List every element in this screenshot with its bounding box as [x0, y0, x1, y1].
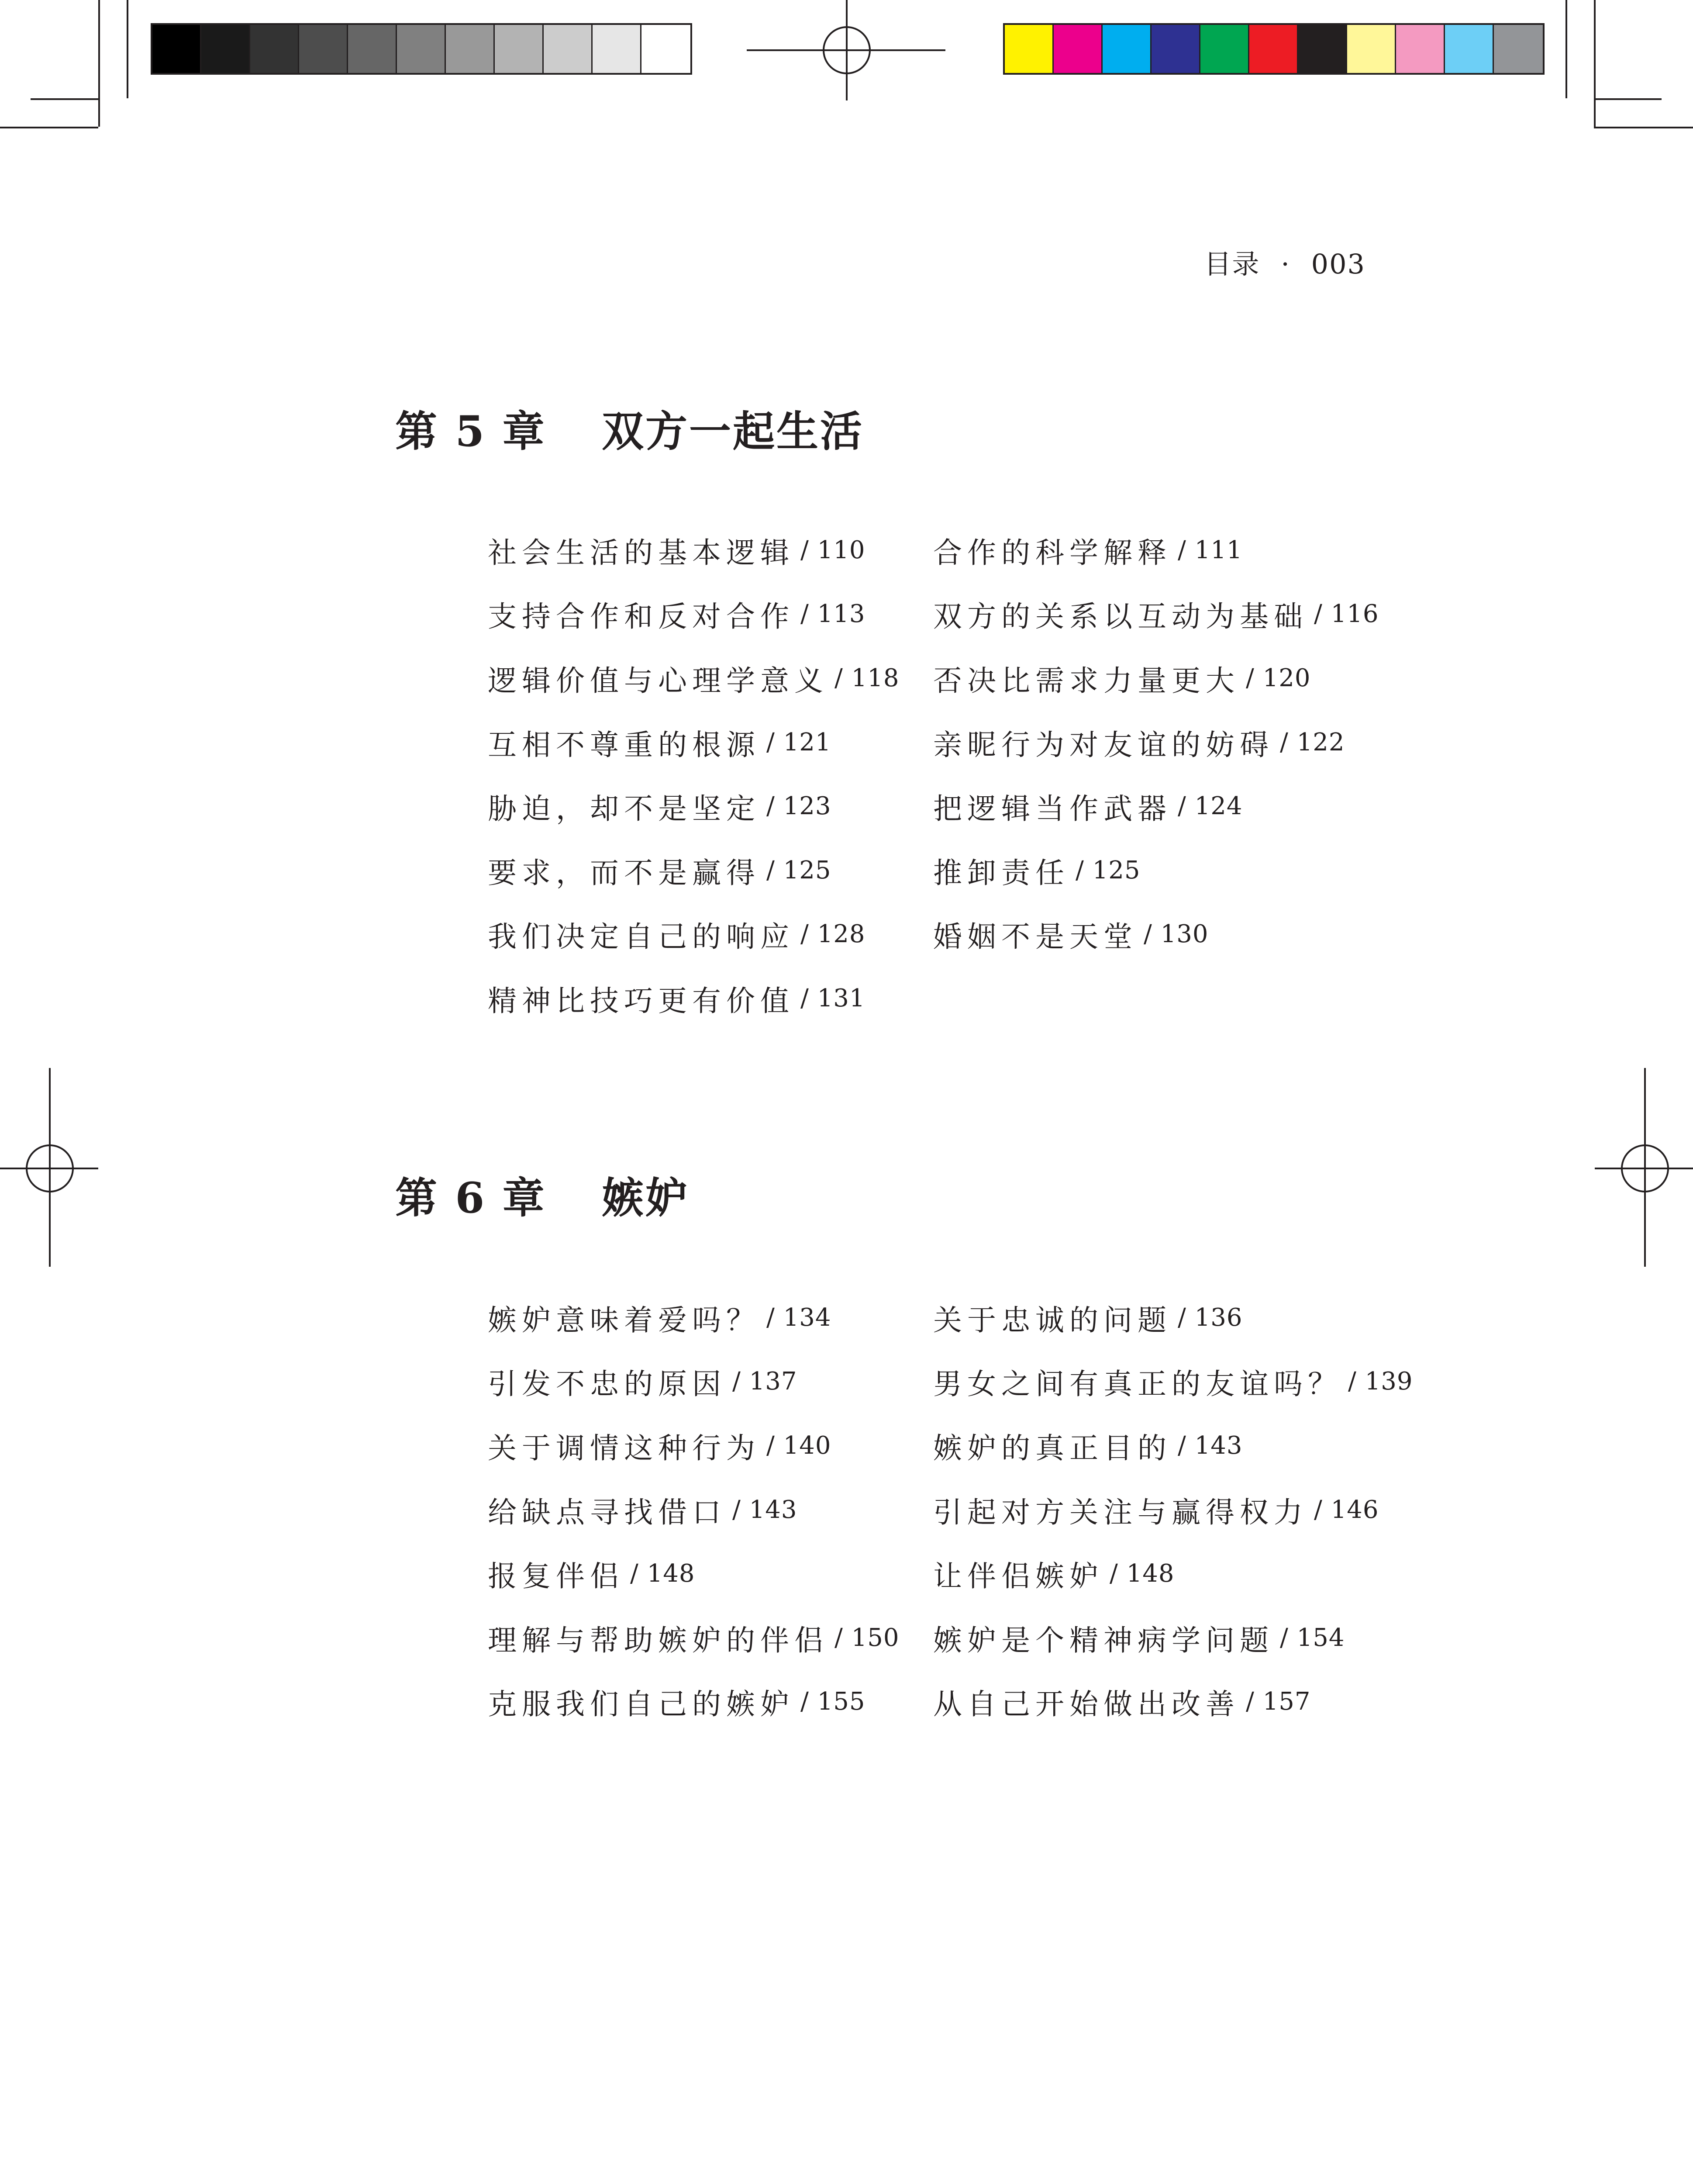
toc-entry: [488, 646, 933, 710]
toc-entry: [488, 710, 933, 774]
chapter-heading: [395, 398, 864, 458]
toc-entry-page: / 123: [766, 792, 831, 821]
toc-entry-page: / 136: [1178, 1303, 1243, 1332]
crop-mark: [0, 127, 98, 128]
toc-entry: [933, 1478, 1427, 1542]
toc-entry: [488, 518, 933, 582]
chapter-heading: [395, 1165, 689, 1225]
running-header: [1204, 242, 1365, 281]
crop-mark: [98, 0, 100, 127]
toc-entry-page: / 111: [1178, 536, 1243, 564]
process-color-bar: [1003, 23, 1545, 75]
process-swatch: [1005, 25, 1054, 73]
registration-circle: [823, 26, 871, 74]
toc-entry-title: 引起对方关注与赢得权力: [933, 1495, 1308, 1529]
toc-entry-title: 推卸责任: [933, 856, 1069, 890]
toc-entry-title: 克服我们自己的嫉妒: [488, 1687, 794, 1721]
registration-circle: [1621, 1144, 1669, 1192]
process-swatch: [1103, 25, 1152, 73]
toc-entry-title: 双方的关系以互动为基础: [933, 600, 1308, 634]
grayscale-swatch: [201, 25, 250, 73]
toc-entry: [488, 582, 933, 646]
toc-entry: [933, 1350, 1427, 1414]
toc-entry-title: 逻辑价值与心理学意义: [488, 663, 828, 698]
process-swatch: [1445, 25, 1494, 73]
toc-entry-title: 社会生活的基本逻辑: [488, 536, 794, 570]
chapter-title: 嫉妒: [602, 1173, 690, 1223]
toc-entry-page: / 125: [1076, 856, 1141, 885]
toc-entry-page: / 110: [800, 536, 865, 564]
grayscale-swatch: [641, 25, 690, 73]
toc-entry: [933, 518, 1427, 582]
process-swatch: [1249, 25, 1298, 73]
toc-entry: [488, 1413, 933, 1478]
toc-entry-page: / 157: [1246, 1687, 1311, 1716]
toc-entry-page: / 124: [1178, 792, 1243, 821]
crop-mark: [1594, 127, 1693, 128]
grayscale-swatch: [544, 25, 593, 73]
toc-entry-page: / 148: [1110, 1559, 1175, 1588]
toc-entry-page: / 122: [1280, 728, 1345, 757]
toc-entry-title: 把逻辑当作武器: [933, 792, 1172, 826]
toc-entry-page: / 155: [800, 1687, 865, 1716]
toc-entry: [933, 1670, 1427, 1734]
toc-entry-page: / 143: [732, 1495, 797, 1524]
crop-mark: [1565, 0, 1567, 98]
toc-entry-page: / 120: [1246, 663, 1311, 692]
chapter-number: 第 6 章: [395, 1173, 546, 1223]
toc-entry: [488, 838, 933, 902]
toc-entry-page: / 128: [800, 920, 865, 949]
grayscale-swatch: [495, 25, 544, 73]
grayscale-swatch: [250, 25, 299, 73]
toc-entry-title: 关于忠诚的问题: [933, 1303, 1172, 1337]
toc-entry-page: / 150: [834, 1623, 900, 1652]
toc-entry: [488, 774, 933, 838]
toc-entry: [933, 582, 1427, 646]
crop-mark: [1594, 0, 1596, 127]
toc-entry-page: / 140: [766, 1431, 831, 1460]
toc-entry: [933, 1541, 1427, 1606]
registration-circle: [26, 1144, 74, 1192]
toc-entry-page: / 143: [1178, 1431, 1243, 1460]
process-swatch: [1396, 25, 1445, 73]
toc-entry-title: 胁迫，却不是坚定: [488, 792, 760, 826]
toc-entry-title: 支持合作和反对合作: [488, 600, 794, 634]
chapter-number: 第 5 章: [395, 407, 546, 456]
toc-entry: [488, 1670, 933, 1734]
toc-entry: [488, 1286, 933, 1350]
toc-entry-title: 亲昵行为对友谊的妨碍: [933, 728, 1274, 762]
grayscale-color-bar: [151, 23, 692, 75]
toc-entry: [933, 1413, 1427, 1478]
toc-entry-page: / 154: [1280, 1623, 1345, 1652]
toc-entry-page: / 134: [766, 1303, 831, 1332]
toc-entry-title: 我们决定自己的响应: [488, 920, 794, 954]
process-swatch: [1152, 25, 1200, 73]
grayscale-swatch: [446, 25, 495, 73]
toc-entry: [488, 966, 933, 1030]
grayscale-swatch: [348, 25, 397, 73]
page-number: 003: [1311, 248, 1365, 280]
crop-mark: [31, 98, 98, 100]
toc-entry-title: 嫉妒意味着爱吗？: [488, 1303, 760, 1337]
header-dot: ·: [1281, 248, 1290, 280]
toc-entry-title: 关于调情这种行为: [488, 1431, 760, 1465]
process-swatch: [1347, 25, 1396, 73]
toc-entry-title: 引发不忠的原因: [488, 1367, 726, 1401]
grayscale-swatch: [299, 25, 348, 73]
toc-entry-page: / 116: [1314, 600, 1379, 629]
toc-entry-title: 精神比技巧更有价值: [488, 984, 794, 1018]
process-swatch: [1494, 25, 1543, 73]
toc-entry-title: 合作的科学解释: [933, 536, 1172, 570]
toc-entry-title: 嫉妒的真正目的: [933, 1431, 1172, 1465]
toc-entry-title: 男女之间有真正的友谊吗？: [933, 1367, 1342, 1401]
process-swatch: [1054, 25, 1103, 73]
toc-entry: [933, 838, 1427, 902]
toc-entry-title: 婚姻不是天堂: [933, 920, 1138, 954]
toc-entry: [933, 1286, 1427, 1350]
toc-entry-title: 让伴侣嫉妒: [933, 1559, 1103, 1593]
toc-entry-title: 给缺点寻找借口: [488, 1495, 726, 1529]
crop-mark: [1594, 98, 1662, 100]
toc-entry-title: 理解与帮助嫉妒的伴侣: [488, 1623, 828, 1657]
toc-entry-page: / 148: [630, 1559, 695, 1588]
toc-list: [488, 1286, 1427, 1734]
toc-list: [488, 518, 1427, 1030]
toc-entry: [488, 1478, 933, 1542]
grayscale-swatch: [397, 25, 446, 73]
toc-entry-page: / 121: [766, 728, 831, 757]
crop-mark: [127, 0, 128, 98]
toc-entry: [488, 902, 933, 967]
process-swatch: [1200, 25, 1249, 73]
process-swatch: [1298, 25, 1347, 73]
header-section: 目录: [1204, 248, 1260, 280]
toc-entry: [933, 646, 1427, 710]
toc-entry-title: 从自己开始做出改善: [933, 1687, 1240, 1721]
toc-entry-title: 否决比需求力量更大: [933, 663, 1240, 698]
toc-entry: [933, 710, 1427, 774]
toc-entry: [933, 1606, 1427, 1670]
toc-entry: [488, 1350, 933, 1414]
toc-entry: [488, 1541, 933, 1606]
toc-entry-page: / 137: [732, 1367, 797, 1396]
toc-entry-page: / 113: [800, 600, 865, 629]
toc-entry-title: 嫉妒是个精神病学问题: [933, 1623, 1274, 1657]
toc-entry-title: 报复伴侣: [488, 1559, 624, 1593]
grayscale-swatch: [593, 25, 641, 73]
toc-entry-page: / 131: [800, 984, 865, 1013]
toc-entry-page: / 139: [1348, 1367, 1413, 1396]
toc-entry-title: 互相不尊重的根源: [488, 728, 760, 762]
toc-entry: [933, 774, 1427, 838]
grayscale-swatch: [152, 25, 201, 73]
toc-entry: [933, 902, 1427, 967]
toc-entry: [488, 1606, 933, 1670]
toc-entry-title: 要求，而不是赢得: [488, 856, 760, 890]
toc-entry-page: / 130: [1144, 920, 1209, 949]
chapter-title: 双方一起生活: [602, 407, 864, 456]
toc-entry-page: / 125: [766, 856, 831, 885]
toc-entry-page: / 146: [1314, 1495, 1379, 1524]
toc-entry-page: / 118: [834, 663, 900, 692]
